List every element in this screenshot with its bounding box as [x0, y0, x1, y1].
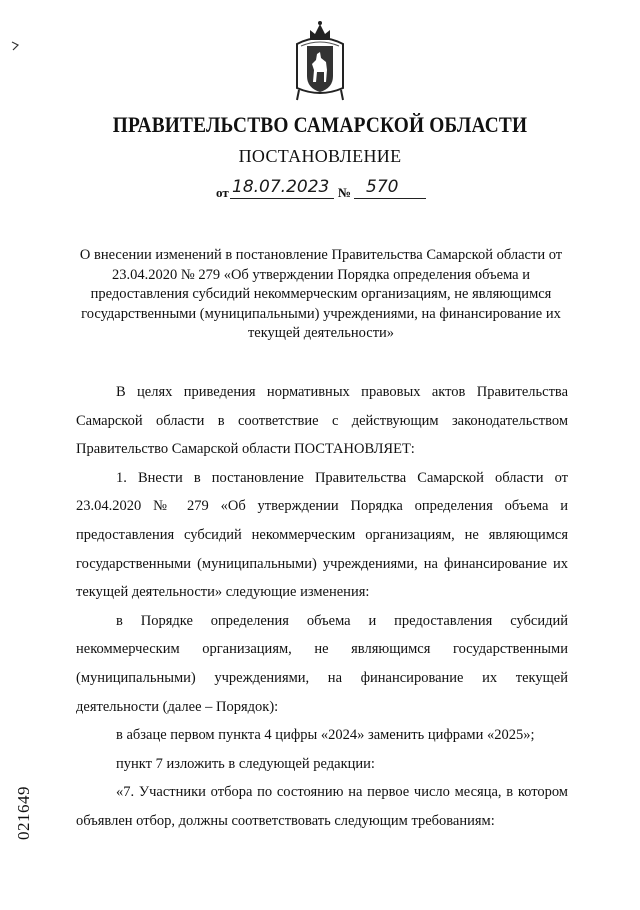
order-intro-paragraph: в Порядке определения объема и предоставления субсидий некоммерческим организациям, не являющимся государственными (муниципальными) учреждениями, на финансирование их текущей деятельности (далее – Порядок): [76, 612, 568, 715]
document-subject: О внесении изменений в постановление Правительства Самарской области от 23.04.2020 № 279 «Об утверждении Порядка определения объема и предоставления субсидий некоммерческим организациям, не являющимся государственными (муниципальными) учреждениями, на финансирование их текущей деятельности» [79, 247, 563, 342]
coat-of-arms-emblem [293, 18, 347, 104]
document-type: ПОСТАНОВЛЕНИЕ [238, 146, 402, 166]
corner-mark [10, 40, 20, 52]
date-number-line [216, 179, 436, 203]
date-label: от [216, 185, 229, 200]
quoted-item-7-paragraph: «7. Участники отбора по состоянию на первое число месяца, в котором объявлен отбор, должны соответствовать следующим требованиям: [76, 784, 568, 829]
government-title: ПРАВИТЕЛЬСТВО САМАРСКОЙ ОБЛАСТИ [112, 112, 528, 137]
date-underline [230, 198, 334, 199]
number-label: № [338, 185, 352, 200]
change-1-paragraph: в абзаце первом пункта 4 цифры «2024» заменить цифрами «2025»; [116, 727, 535, 744]
document-body [76, 378, 568, 836]
preamble-paragraph: В целях приведения нормативных правовых актов Правительства Самарской области в соответствие с действующим законодательством Правительство Самарской области ПОСТАНОВЛЯЕТ: [76, 384, 568, 458]
registration-number: 021649 [14, 786, 33, 840]
item-1-paragraph: 1. Внести в постановление Правительства Самарской области от 23.04.2020 № 279 «Об утверждении Порядка определения объема и предоставления субсидий некоммерческим организациям, не являющимся государственными (муниципальными) учреждениями, на финансирование их текущей деятельности» следующие изменения: [76, 469, 568, 601]
change-2-paragraph: пункт 7 изложить в следующей редакции: [116, 755, 375, 772]
number-underline [354, 198, 426, 199]
number-value: 570 [366, 177, 399, 197]
date-value: 18.07.2023 [232, 177, 330, 197]
